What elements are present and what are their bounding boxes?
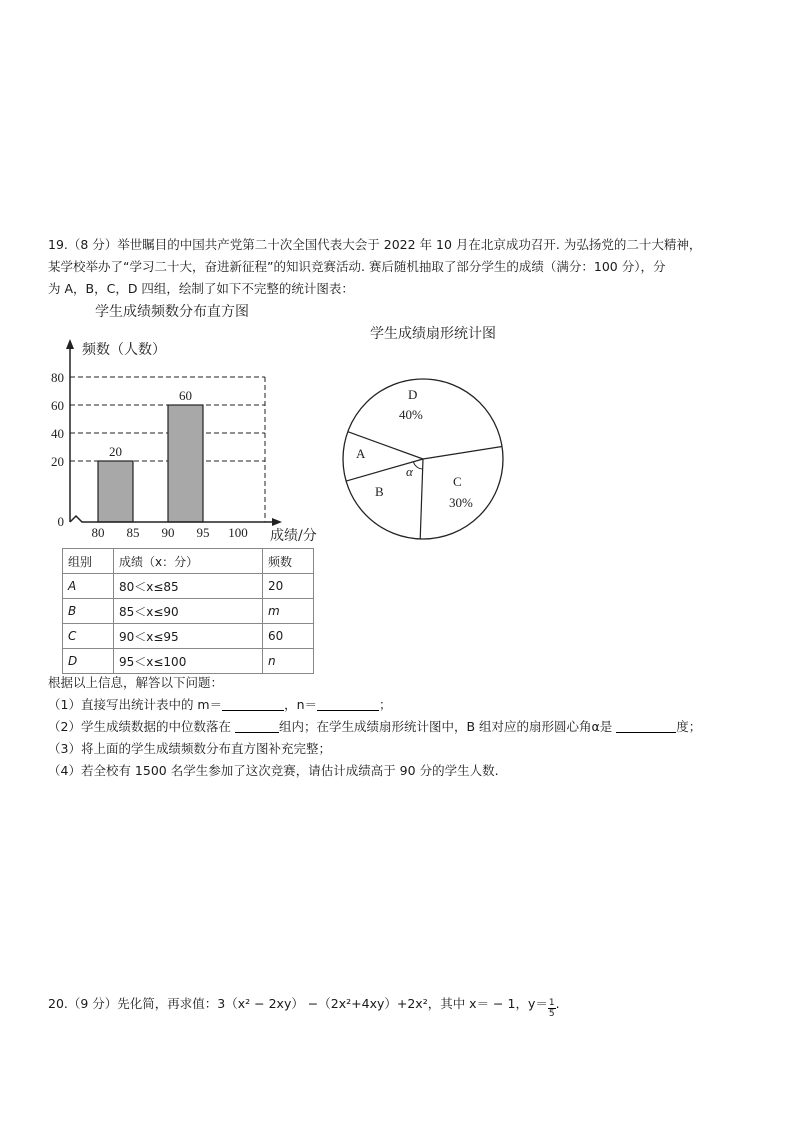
answer-blank-angle[interactable] (616, 718, 676, 733)
sub-question-2-text-b: 组内；在学生成绩扇形统计图中，B 组对应的扇形圆心角α是 (278, 719, 613, 734)
sub-question-1-text: （1）直接写出统计表中的 m＝ (48, 697, 223, 712)
table-cell: 85＜x≤90 (114, 599, 263, 624)
x-tick-label: 90 (161, 525, 175, 540)
question-19-line-2: 某学校举办了“学习二十大，奋进新征程”的知识竞赛活动. 赛后随机抽取了部分学生的成绩（满分：100 分），分 (48, 259, 666, 274)
pie-chart (330, 316, 520, 546)
x-tick-label: 85 (126, 525, 140, 540)
sub-question-1 (48, 694, 760, 716)
x-tick-label: 95 (196, 525, 210, 540)
x-axis-arrow (272, 518, 282, 526)
table-cell: 90＜x≤95 (114, 624, 263, 649)
sub-question-2 (48, 716, 760, 738)
pie-slices (343, 379, 503, 539)
histogram-bar (98, 461, 133, 522)
table-cell: 60 (263, 624, 314, 649)
table-header-row (63, 549, 314, 574)
histogram-chart (40, 296, 340, 546)
table-header-cell: 组别 (63, 549, 114, 574)
table-cell: m (263, 599, 314, 624)
table-cell: D (63, 649, 114, 674)
fraction-denominator: 5 (548, 1009, 555, 1019)
table-cell: 95＜x≤100 (114, 649, 263, 674)
table-cell: 20 (263, 574, 314, 599)
sub-question-1-text-n: ，n＝ (284, 697, 318, 712)
table-cell: n (263, 649, 314, 674)
sub-question-3: （3）将上面的学生成绩频数分布直方图补充完整； (48, 741, 331, 756)
histogram-x-axis-label: 成绩/分 (270, 528, 317, 544)
sub-question-2-end: 度； (676, 719, 702, 734)
answer-blank-median-group[interactable] (235, 718, 279, 733)
histogram-y-axis-label: 频数（人数） (82, 342, 166, 358)
pie-slice-label: B (375, 484, 384, 499)
pie-slice-percent: 40% (399, 407, 423, 422)
pie-slice-label: A (356, 446, 366, 461)
table-cell: B (63, 599, 114, 624)
table-row (63, 624, 314, 649)
table-header-cell: 频数 (263, 549, 314, 574)
y-tick-label: 0 (57, 514, 64, 529)
table-row (63, 649, 314, 674)
histogram-bars (98, 388, 203, 522)
y-axis-arrow (66, 339, 74, 349)
pie-slice-label: C (453, 474, 462, 489)
answer-blank-n[interactable] (317, 696, 379, 711)
table-cell: 80＜x≤85 (114, 574, 263, 599)
sub-question-2-text: （2）学生成绩数据的中位数落在 (48, 719, 231, 734)
bar-data-label: 60 (179, 388, 192, 403)
table-cell: A (63, 574, 114, 599)
sub-questions (48, 672, 760, 782)
question-20 (48, 994, 560, 1019)
question-20-end: . (555, 996, 560, 1011)
histogram-title: 学生成绩频数分布直方图 (95, 304, 249, 320)
y-tick-label: 80 (51, 370, 64, 385)
answer-blank-m[interactable] (222, 696, 284, 711)
question-20-text: 20.（9 分）先化简，再求值：3（x² − 2xy） −（2x²+4xy）+2x²，其中 x＝ − 1，y＝ (48, 996, 548, 1011)
table-row (63, 599, 314, 624)
score-frequency-table (62, 548, 314, 674)
pie-slice-percent: 30% (449, 495, 473, 510)
sub-question-4: （4）若全校有 1500 名学生参加了这次竞赛，请估计成绩高于 90 分的学生人数. (48, 763, 499, 778)
fraction-one-fifth (548, 998, 556, 1019)
y-tick-label: 60 (51, 398, 64, 413)
x-tick-label: 80 (91, 525, 105, 540)
sub-question-1-end: ； (379, 697, 392, 712)
y-tick-label: 40 (51, 426, 64, 441)
fraction-numerator: 1 (548, 998, 555, 1008)
question-19-line-3: 为 A，B，C，D 四组，绘制了如下不完整的统计图表： (48, 281, 354, 296)
table-row (63, 574, 314, 599)
histogram-tick-labels (51, 370, 248, 540)
questions-intro: 根据以上信息，解答以下问题： (48, 675, 224, 690)
table-header-cell: 成绩（x：分） (114, 549, 263, 574)
question-19 (48, 234, 760, 300)
y-tick-label: 20 (51, 454, 64, 469)
bar-data-label: 20 (109, 444, 122, 459)
x-tick-label: 100 (228, 525, 248, 540)
pie-title: 学生成绩扇形统计图 (370, 326, 496, 342)
angle-alpha-label: α (406, 464, 413, 479)
histogram-bar (168, 405, 203, 522)
table-cell: C (63, 624, 114, 649)
pie-slice-label: D (408, 387, 418, 402)
question-19-line-1: 19.（8 分）举世瞩目的中国共产党第二十次全国代表大会于 2022 年 10 月在北京成功召开. 为弘扬党的二十大精神， (48, 237, 702, 252)
